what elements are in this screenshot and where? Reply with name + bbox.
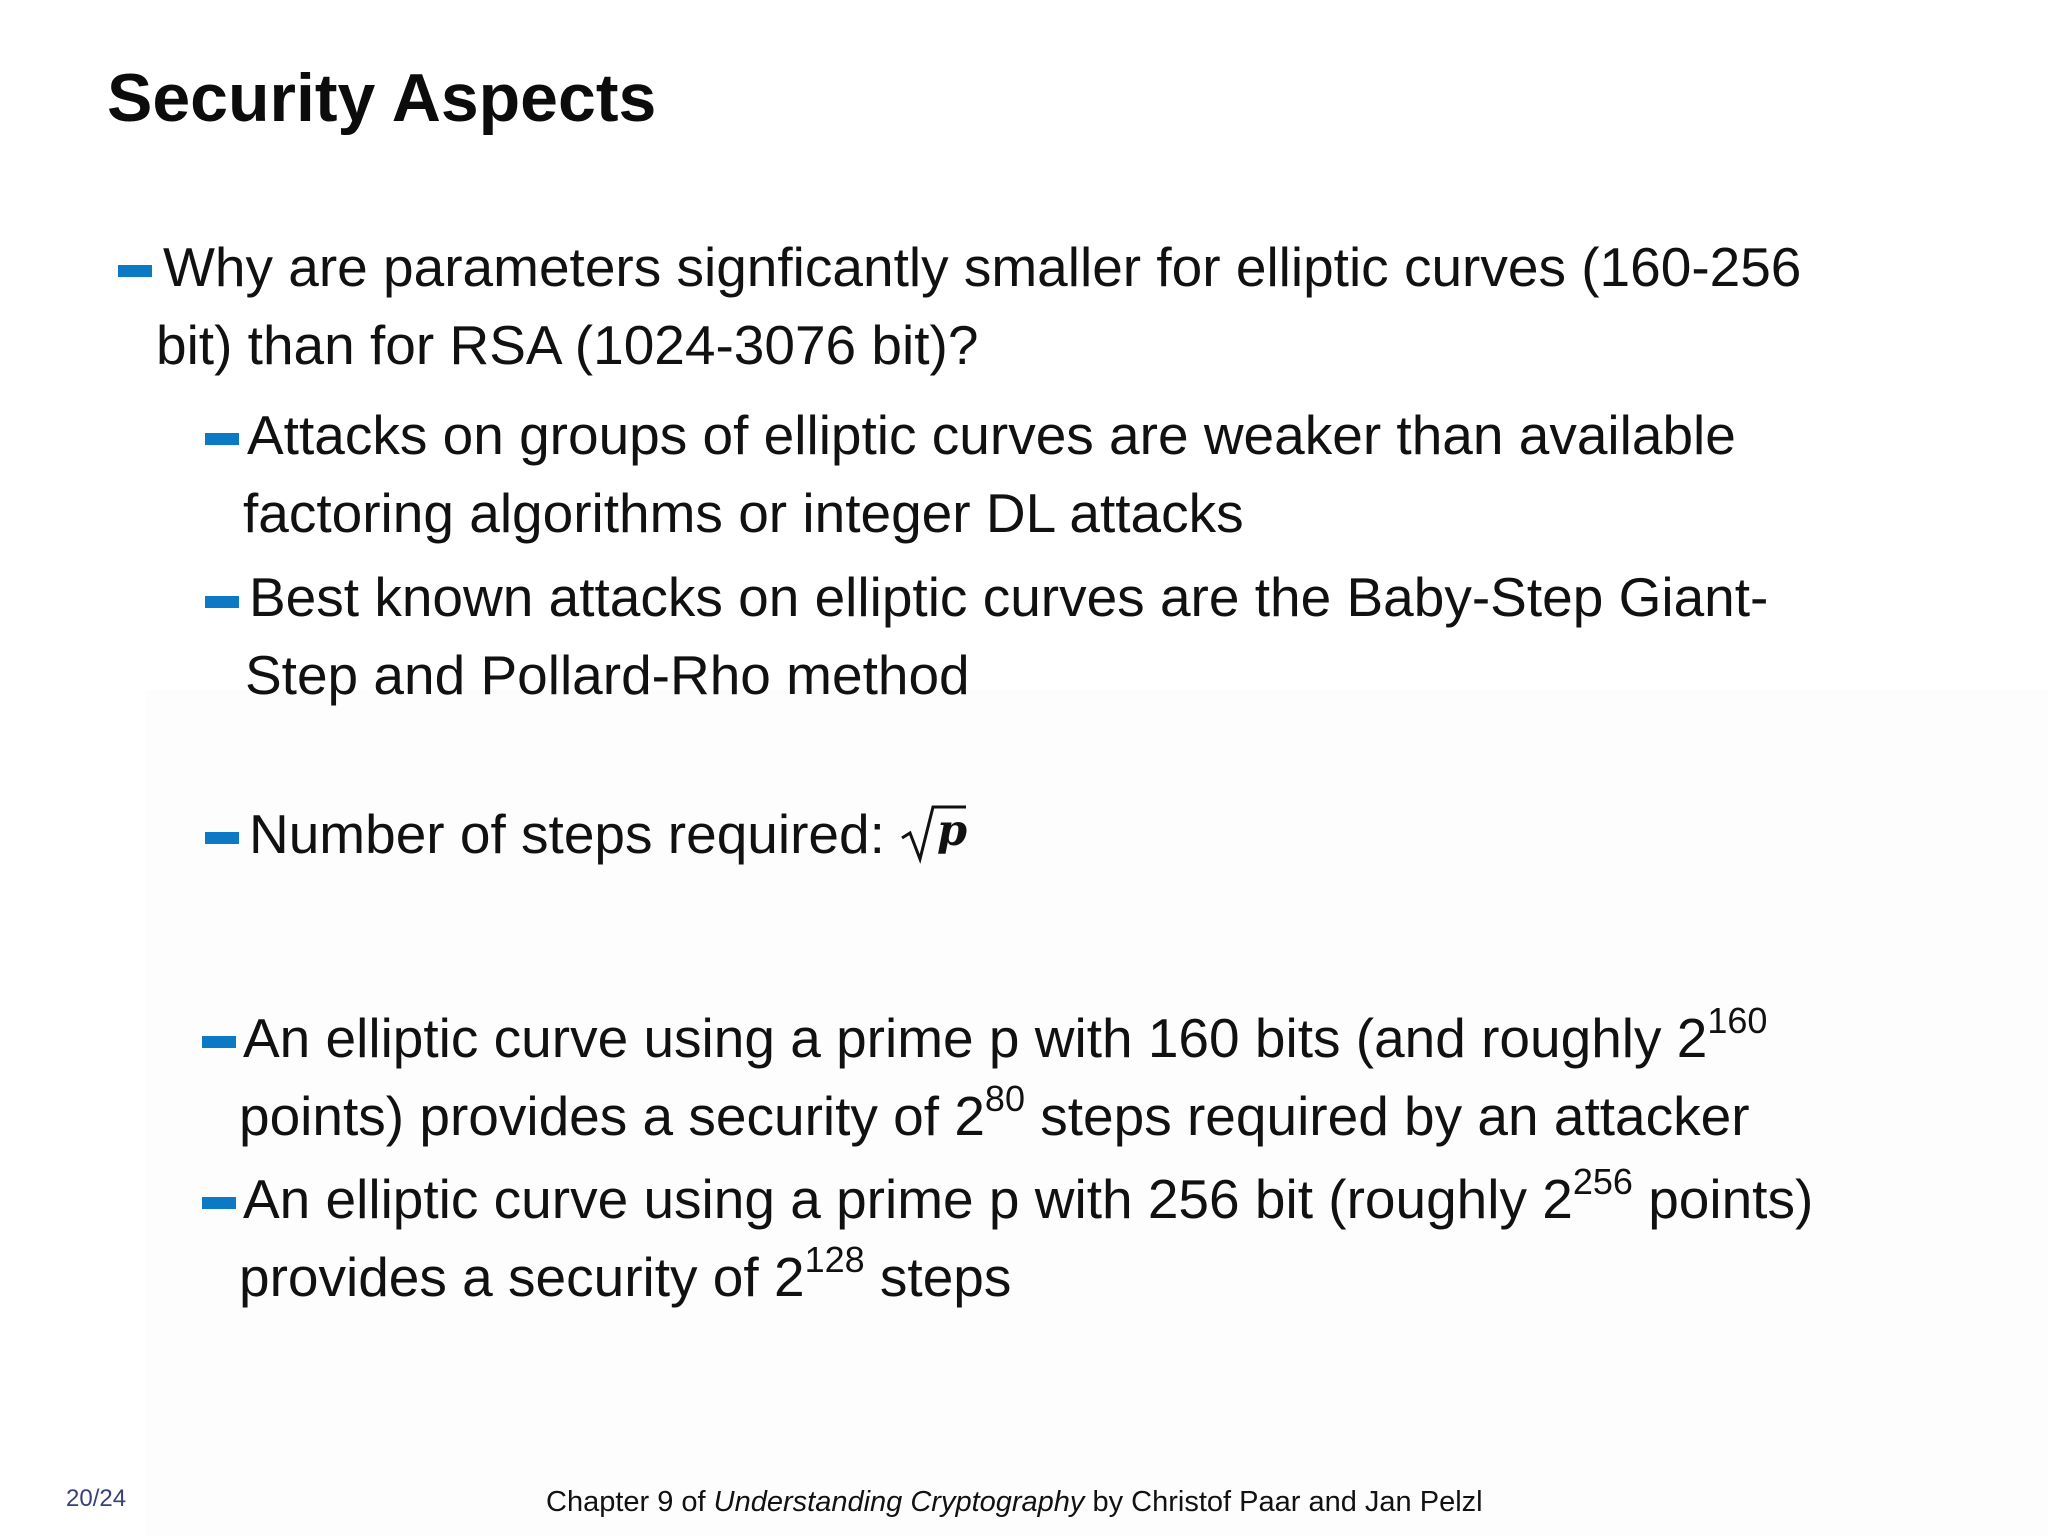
slide-footer: [546, 1484, 1483, 1520]
bullet-160-bit-security: [239, 999, 1768, 1155]
bullet-text: steps required by an attacker: [1024, 1085, 1750, 1147]
bullet-line: [239, 1077, 1767, 1155]
footer-suffix: by Christof Paar and Jan Pelzl: [1084, 1486, 1483, 1518]
bullet-line: factoring algorithms or integer DL attacks: [243, 482, 1244, 544]
formula-symbol: p: [937, 806, 968, 856]
dash-bullet-icon: [118, 265, 152, 277]
bullet-line: [243, 1160, 1813, 1238]
bullet-text: points): [1632, 1168, 1814, 1230]
dash-bullet-icon: [205, 433, 239, 445]
square-root-icon: [900, 802, 968, 866]
bullet-weaker-attacks: [243, 396, 1736, 552]
exponent: 256: [1572, 1161, 1633, 1202]
bullet-line: [243, 999, 1767, 1077]
bullet-text: provides a security of 2: [239, 1246, 805, 1308]
bullet-text: An elliptic curve using a prime p with 256 bit (roughly 2: [243, 1168, 1573, 1230]
bullet-line: Step and Pollard-Rho method: [245, 644, 970, 706]
bullet-text: An elliptic curve using a prime p with 160 bits (and roughly 2: [243, 1007, 1708, 1069]
dash-bullet-icon: [202, 1197, 236, 1209]
bullet-line: [239, 1238, 1813, 1316]
footer-prefix: Chapter 9 of: [546, 1486, 714, 1518]
footer-book-title: Understanding Cryptography: [713, 1486, 1085, 1518]
page-number: 20/24: [66, 1485, 127, 1512]
bullet-line: Best known attacks on elliptic curves are the Baby-Step Giant-: [249, 566, 1769, 628]
bullet-parameter-size: [156, 228, 1802, 384]
dash-bullet-icon: [205, 832, 239, 844]
bullet-text: steps: [864, 1246, 1012, 1308]
bullet-256-bit-security: [239, 1160, 1814, 1316]
dash-bullet-icon: [202, 1036, 236, 1048]
exponent: 80: [984, 1078, 1025, 1119]
steps-required-label: Number of steps required:: [249, 803, 901, 865]
bullet-best-attacks: [245, 558, 1769, 714]
bullet-line: Why are parameters signficantly smaller for elliptic curves (160-256: [163, 236, 1802, 298]
bullet-line: bit) than for RSA (1024-3076 bit)?: [156, 314, 979, 376]
dash-bullet-icon: [205, 596, 239, 608]
exponent: 160: [1707, 1000, 1768, 1041]
bullet-line: Attacks on groups of elliptic curves are weaker than available: [247, 404, 1736, 466]
slide-title: Security Aspects: [107, 60, 657, 136]
exponent: 128: [804, 1239, 865, 1280]
bullet-steps-required: [249, 795, 968, 873]
bullet-text: points) provides a security of 2: [239, 1085, 985, 1147]
